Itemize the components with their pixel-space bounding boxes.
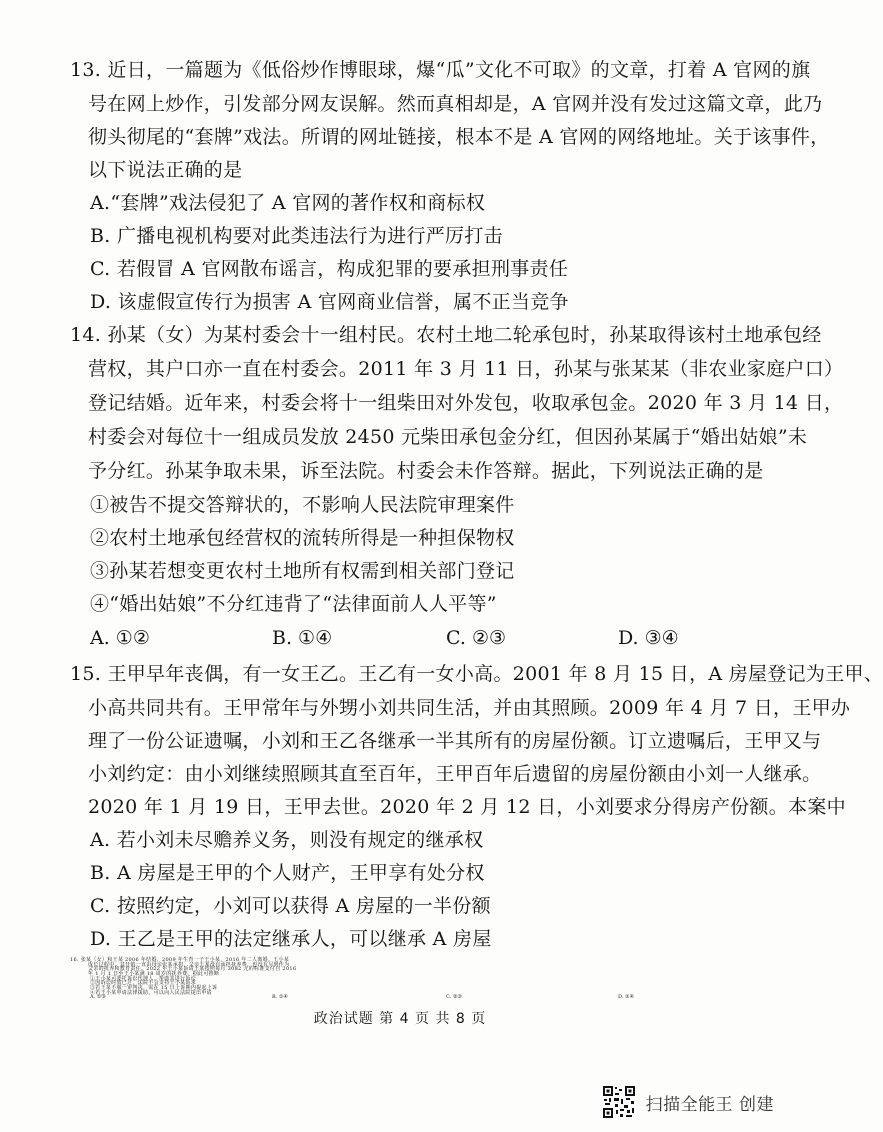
question-13-stem-line: 号在网上炒作，引发部分网友误解。然而真相却是，A 官网并没有发过这篇文章，此乃 xyxy=(88,93,823,115)
question-16-statement-4: ④若王小某申请法律援助，可以向人民法院提出申请 xyxy=(90,989,212,996)
watermark-text: 扫描全能王 创建 xyxy=(645,1094,774,1115)
question-16-choice-c: C. ②③ xyxy=(446,994,462,1001)
question-13-option-b: B. 广播电视机构要对此类违法行为进行严厉打击 xyxy=(90,225,503,247)
question-15-stem-line: 2020 年 1 月 19 日，王甲去世。2020 年 2 月 12 日，小刘要求分得房产份额。本案中 xyxy=(88,796,846,818)
question-14-choice-c: C. ②③ xyxy=(446,627,507,649)
question-16-statement-3: ③若王某不服一审判决，需在 15 日上诉期内提起上诉 xyxy=(90,985,218,991)
question-14-choice-b: B. ①④ xyxy=(272,627,333,649)
qr-code-icon xyxy=(602,1085,636,1119)
question-14-stem-line: 14. 孙某（女）为某村委会十一组村民。农村土地二轮承包时，孙某取得该村土地承包经 xyxy=(70,324,822,346)
question-14-statement-1: ①被告不提交答辩状的，不影响人民法院审理案件 xyxy=(90,494,515,516)
question-14-statement-3: ③孙某若想变更农村土地所有权需到相关部门登记 xyxy=(90,560,515,582)
question-14-statement-2: ②农村土地承包经营权的流转所得是一种担保物权 xyxy=(90,527,515,549)
question-16-stem-line: 16. 张某（女）和王某 2006 年结婚，2009 年生育一子王小某，2016 年二人离婚。王小某 xyxy=(70,957,290,963)
question-14-choice-d: D. ③④ xyxy=(618,627,679,649)
question-16-statement-2: ②因诉讼时效已过，法院不会支持王小某诉求 xyxy=(90,980,197,987)
question-13-option-c: C. 若假冒 A 官网散布谣言，构成犯罪的要承担刑事责任 xyxy=(90,258,569,280)
question-15-stem-line: 15. 王甲早年丧偶，有一女王乙。王乙有一女小高。2001 年 8 月 15 日，A 房屋登记为王甲、 xyxy=(70,663,883,685)
question-13-stem-line: 13. 近日，一篇题为《低俗炒作博眼球，爆“瓜”文化不可取》的文章，打着 A 官网的旗 xyxy=(70,59,811,81)
question-16-choice-d: D. ②④ xyxy=(618,994,634,1001)
question-14-stem-line: 村委会对每位十一组成员发放 2450 元柴田承包金分红，但因孙某属于“婚出姑娘”未 xyxy=(88,426,808,448)
question-13-stem-line: 以下说法正确的是 xyxy=(88,159,243,181)
question-16-stem-line: 年 1 月 1 日至王小某满 18 周岁的抚养费。据此可推断 xyxy=(88,971,220,977)
question-13-option-d: D. 该虚假宣传行为损害 A 官网商业信誉，属不正当竞争 xyxy=(90,291,569,313)
question-16-statement-1: ①王小某可委托诉讼代理人，帮助其进行诉讼 xyxy=(90,975,197,982)
question-15-stem-line: 小刘约定：由小刘继续照顾其直至百年，王甲百年后遗留的房屋份额由小刘一人继承。 xyxy=(88,763,822,785)
question-16-choice-a: A. ①③ xyxy=(90,994,106,1001)
question-15-stem-line: 小高共同共有。王甲常年与外甥小刘共同生活，并由其照顾。2009 年 4 月 7 日，王甲办 xyxy=(88,697,851,719)
question-16-choice-b: B. ①④ xyxy=(272,994,288,1001)
question-16-stem-line: 成长过程中，其开销一直由母亲张某承担，父亲王某没有承担抚养费，也没有尽到作为 xyxy=(88,961,290,968)
question-13-option-a: A.“套牌”戏法侵犯了 A 官网的著作权和商标权 xyxy=(90,192,486,214)
question-15-stem-line: 理了一份公证遗嘱，小刘和王乙各继承一半其所有的房屋份额。订立遗嘱后，王甲又与 xyxy=(88,730,822,752)
question-16-stem-line: 父亲的抚养和教育责任。2022 年王小某诉请王某按照每月 3082 元的标准支付自 2016 xyxy=(88,966,297,973)
question-13-stem-line: 彻头彻尾的“套牌”戏法。所谓的网址链接，根本不是 A 官网的网络地址。关于该事件， xyxy=(88,126,830,148)
question-15-option-b: B. A 房屋是王甲的个人财产，王甲享有处分权 xyxy=(90,862,485,884)
question-15-option-d: D. 王乙是王甲的法定继承人，可以继承 A 房屋 xyxy=(90,928,492,950)
scanner-watermark xyxy=(602,1084,774,1120)
question-14-stem-line: 予分红。孙某争取未果，诉至法院。村委会未作答辩。据此，下列说法正确的是 xyxy=(88,460,764,482)
question-14-statement-4: ④“婚出姑娘”不分红违背了“法律面前人人平等” xyxy=(90,593,497,615)
question-15-option-c: C. 按照约定，小刘可以获得 A 房屋的一半份额 xyxy=(90,895,491,917)
question-14-choice-a: A. ①② xyxy=(90,627,150,649)
page-footer: 政治试题 第 4 页 共 8 页 xyxy=(313,1011,487,1027)
question-14-stem-line: 登记结婚。近年来，村委会将十一组柴田对外发包，收取承包金。2020 年 3 月 14 日， xyxy=(88,392,844,414)
question-15-option-a: A. 若小刘未尽赡养义务，则没有规定的继承权 xyxy=(90,829,484,851)
question-14-stem-line: 营权，其户口亦一直在村委会。2011 年 3 月 11 日，孙某与张某某（非农业家庭户口） xyxy=(88,358,844,380)
